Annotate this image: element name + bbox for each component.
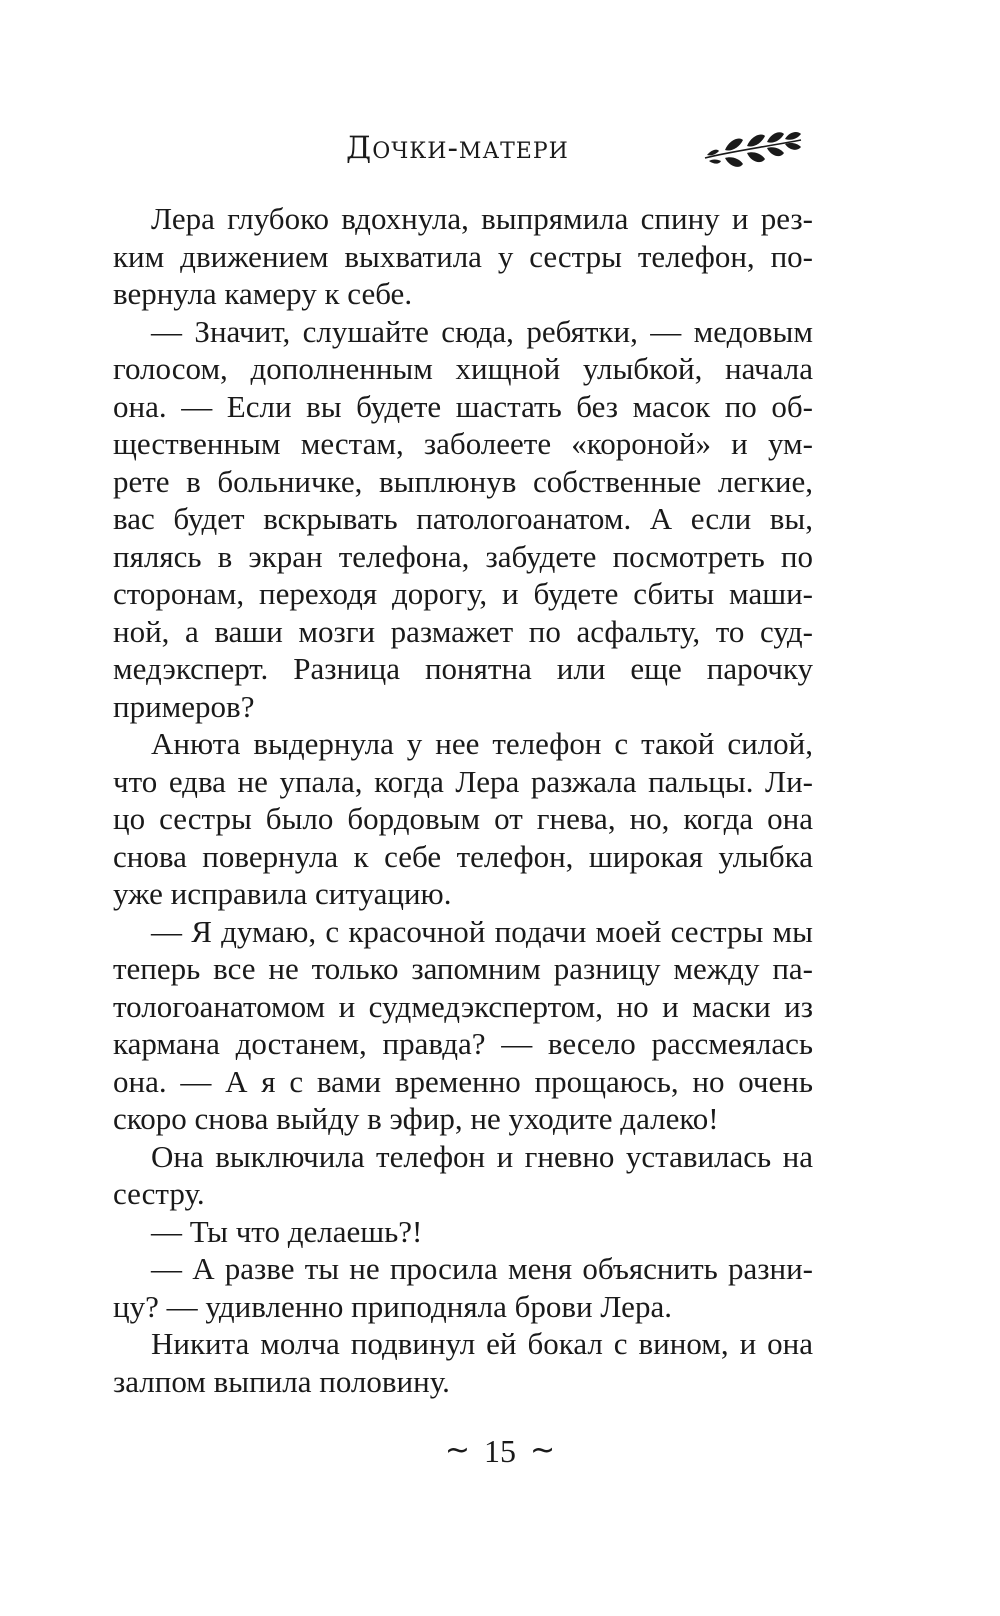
text-line: ной, а ваши мозги размажет по асфальту, то суд-	[113, 613, 813, 649]
tilde-ornament-right: ~	[530, 1433, 556, 1468]
leaf-branch-icon	[703, 128, 803, 172]
text-line: скоро снова выйду в эфир, не уходите далеко!	[113, 1101, 719, 1136]
text-line: кармана достанем, правда? — весело рассмеялась	[113, 1026, 813, 1061]
text-line: — Ты что делаешь?!	[151, 1213, 423, 1249]
paragraph	[113, 313, 813, 726]
tilde-ornament-left: ~	[444, 1433, 470, 1468]
text-line: она. — А я с вами временно прощаюсь, но очень	[113, 1063, 813, 1099]
paragraph	[113, 913, 813, 1138]
text-line: тологоанатомом и судмедэкспертом, но и маски из	[113, 988, 813, 1024]
paragraph	[113, 1325, 813, 1400]
text-line: Никита молча подвинул ей бокал с вином, и она	[151, 1326, 813, 1361]
text-line: что едва не упала, когда Лера разжала пальцы. Ли-	[113, 763, 813, 799]
text-line: цо сестры было бордовым от гнева, но, когда она	[113, 801, 813, 836]
paragraph	[113, 1138, 813, 1213]
body-text	[113, 200, 813, 1400]
text-line: — А разве ты не просила меня объяснить разни-	[151, 1251, 813, 1286]
text-line: залпом выпила половину.	[113, 1363, 450, 1399]
text-line: ким движением выхватила у сестры телефон, по-	[113, 238, 813, 274]
paragraph	[113, 1250, 813, 1325]
text-line: она. — Если вы будете шастать без масок по об-	[113, 388, 813, 424]
text-line: уже исправила ситуацию.	[113, 876, 452, 911]
text-line: медэксперт. Разница понятна или еще парочку	[113, 651, 813, 686]
text-line: снова повернула к себе телефон, широкая улыбка	[113, 838, 813, 874]
text-line: Анюта выдернула у нее телефон с такой силой,	[151, 726, 813, 761]
page-number-footer	[0, 1433, 1000, 1470]
text-line: теперь все не только запомним разницу между па-	[113, 951, 813, 986]
paragraph	[113, 1213, 813, 1251]
text-line: рете в больничке, выплюнув собственные легкие,	[113, 463, 813, 499]
text-line: голосом, дополненным хищной улыбкой, начала	[113, 351, 813, 386]
text-line: примеров?	[113, 688, 255, 724]
text-line: — Значит, слушайте сюда, ребятки, — медовым	[151, 313, 813, 349]
text-line: сторонам, переходя дорогу, и будете сбиты маши-	[113, 576, 813, 611]
text-line: Она выключила телефон и гневно уставилась на	[151, 1138, 813, 1174]
text-line: вернула камеру к себе.	[113, 276, 413, 311]
text-line: вас будет вскрывать патологоанатом. А если вы,	[113, 501, 813, 536]
text-line: щественным местам, заболеете «короной» и ум-	[113, 426, 813, 461]
text-line: пялясь в экран телефона, забудете посмотреть по	[113, 538, 813, 574]
paragraph	[113, 200, 813, 313]
text-line: Лера глубоко вдохнула, выпрямила спину и рез-	[151, 201, 813, 236]
text-line: цу? — удивленно приподняла брови Лера.	[113, 1288, 672, 1324]
text-line: — Я думаю, с красочной подачи моей сестры мы	[151, 913, 813, 949]
paragraph	[113, 725, 813, 913]
page-number: 15	[484, 1433, 516, 1469]
running-title: Дочки-матери	[346, 130, 569, 166]
running-head	[0, 128, 1000, 178]
text-line: сестру.	[113, 1176, 205, 1211]
